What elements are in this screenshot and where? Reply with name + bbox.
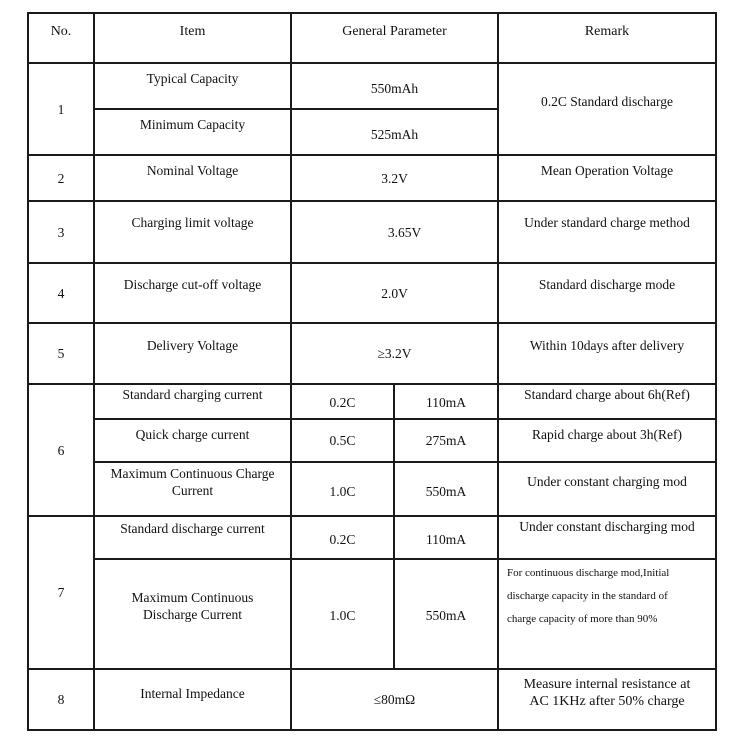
item-cell: Discharge cut-off voltage (123, 277, 262, 292)
remark-cell: Standard charge about 6h(Ref) (524, 387, 690, 402)
current-cell: 110mA (426, 395, 466, 410)
item-cell: Typical Capacity (146, 71, 239, 86)
rate-cell: 1.0C (329, 607, 356, 623)
remark-cell: Under constant discharging mod (519, 519, 695, 534)
remark-cell: Mean Operation Voltage (540, 163, 674, 178)
row-number: 3 (57, 224, 65, 240)
parameter-cell: 3.2V (381, 170, 408, 186)
remark-cell: Rapid charge about 3h(Ref) (531, 427, 683, 442)
header-general-parameter: General Parameter (342, 23, 447, 39)
remark-cell: Under constant charging mod (527, 473, 687, 489)
item-cell: Maximum Continuous Charge Current (110, 466, 275, 498)
rule (715, 12, 717, 731)
header-remark: Remark (584, 23, 630, 39)
current-cell: 550mA (425, 607, 467, 623)
remark-cell: For continuous discharge mod,Initial discharge capacity in the standard of charge capacity of more than 90% (507, 566, 670, 625)
parameter-cell: ≤80mΩ (373, 692, 416, 707)
remark-cell: Under standard charge method (524, 215, 690, 230)
item-cell: Delivery Voltage (146, 338, 239, 353)
row-number: 7 (57, 585, 65, 600)
item-cell: Charging limit voltage (131, 215, 254, 230)
row-number: 5 (57, 346, 65, 361)
remark-cell: 0.2C Standard discharge (540, 93, 674, 109)
item-cell: Internal Impedance (140, 685, 245, 701)
row-number: 4 (57, 285, 65, 301)
parameter-cell: 3.65V (387, 224, 422, 240)
rate-cell: 0.5C (329, 433, 356, 448)
row-number: 2 (57, 170, 65, 186)
item-cell: Maximum Continuous Discharge Current (131, 590, 254, 622)
item-cell: Minimum Capacity (139, 117, 246, 132)
rate-cell: 1.0C (329, 483, 356, 499)
current-cell: 550mA (425, 483, 467, 499)
rate-cell: 0.2C (329, 395, 356, 410)
item-cell: Quick charge current (135, 427, 250, 442)
parameter-cell: 525mAh (370, 126, 419, 142)
current-cell: 275mA (425, 433, 467, 448)
item-cell: Standard discharge current (120, 521, 265, 536)
rate-cell: 0.2C (329, 531, 356, 547)
header-no: No. (50, 23, 72, 39)
row-number: 8 (57, 692, 65, 707)
row-number: 6 (57, 442, 65, 458)
parameter-cell: 550mAh (370, 80, 419, 96)
header-item: Item (179, 23, 206, 39)
parameter-cell: ≥3.2V (377, 346, 412, 361)
row-number: 1 (57, 101, 65, 117)
parameter-cell: 2.0V (381, 285, 408, 301)
rule (27, 729, 717, 731)
item-cell: Standard charging current (122, 387, 263, 402)
remark-cell: Measure internal resistance at AC 1KHz after 50% charge (523, 677, 691, 709)
remark-cell: Within 10days after delivery (529, 338, 685, 353)
remark-cell: Standard discharge mode (538, 277, 676, 292)
current-cell: 110mA (426, 531, 466, 547)
item-cell: Nominal Voltage (146, 163, 239, 178)
